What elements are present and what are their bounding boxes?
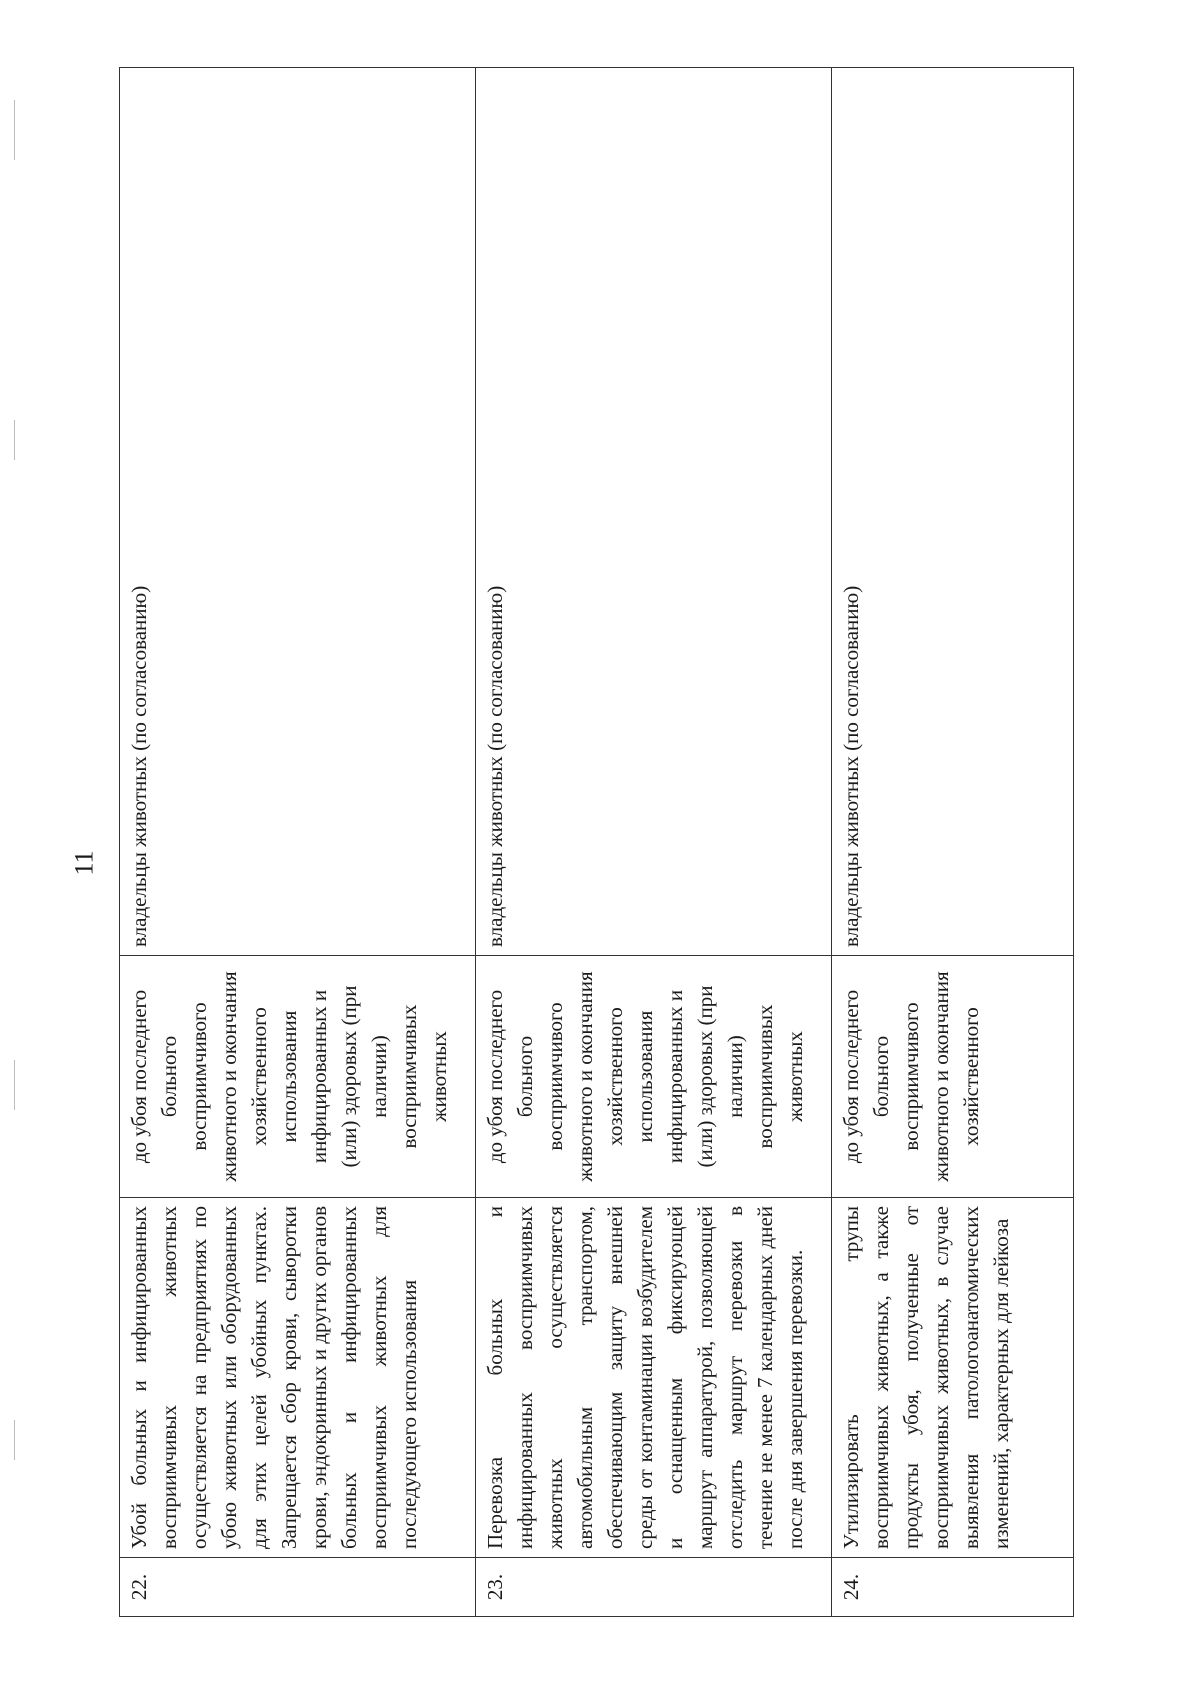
table-row xyxy=(476,68,832,1617)
row-number: 22. xyxy=(120,1558,476,1617)
measure-term: до убоя последнего больного восприимчивого животного и окончания хозяйственного xyxy=(832,956,1074,1198)
measure-responsible: владельцы животных (по согласованию) xyxy=(120,68,476,956)
measure-term: до убоя последнего больного восприимчивого животного и окончания хозяйственного использования инфицированных и (или) здоровых (при наличии) восприимчивых животных xyxy=(476,956,832,1198)
measures-table-rotated xyxy=(119,67,1073,1617)
row-number: 23. xyxy=(476,1558,832,1617)
scan-artifact-line xyxy=(14,100,15,160)
measures-table xyxy=(119,67,1074,1617)
measure-description: Перевозка больных и инфицированных восприимчивых животных осуществляется автомобильным транспортом, обеспечивающим защиту внешней среды от контаминации возбудителем и оснащенным фиксирующей маршрут аппаратурой, позволяющей отследить маршрут перевозки в течение не менее 7 календарных дней после дня завершения перевозки. xyxy=(476,1198,832,1558)
page-number: 11 xyxy=(69,850,99,876)
scan-artifact-line xyxy=(14,1060,15,1110)
row-number: 24. xyxy=(832,1558,1074,1617)
scan-artifact-line xyxy=(14,420,15,460)
scan-artifact-line xyxy=(14,1420,15,1460)
measure-description: Убой больных и инфицированных восприимчивых животных осуществляется на предприятиях по убою животных или оборудованных для этих целей убойных пунктах. Запрещается сбор крови, сыворотки крови, эндокринных и других органов больных и инфицированных восприимчивых животных для последующего использования xyxy=(120,1198,476,1558)
measure-responsible: владельцы животных (по согласованию) xyxy=(832,68,1074,956)
table-row xyxy=(120,68,476,1617)
measure-description: Утилизировать трупы восприимчивых животных, а также продукты убоя, полученные от восприимчивых животных, в случае выявления патологоанатомических изменений, характерных для лейкоза xyxy=(832,1198,1074,1558)
measure-term: до убоя последнего больного восприимчивого животного и окончания хозяйственного использования инфицированных и (или) здоровых (при наличии) восприимчивых животных xyxy=(120,956,476,1198)
measure-responsible: владельцы животных (по согласованию) xyxy=(476,68,832,956)
table-row xyxy=(832,68,1074,1617)
